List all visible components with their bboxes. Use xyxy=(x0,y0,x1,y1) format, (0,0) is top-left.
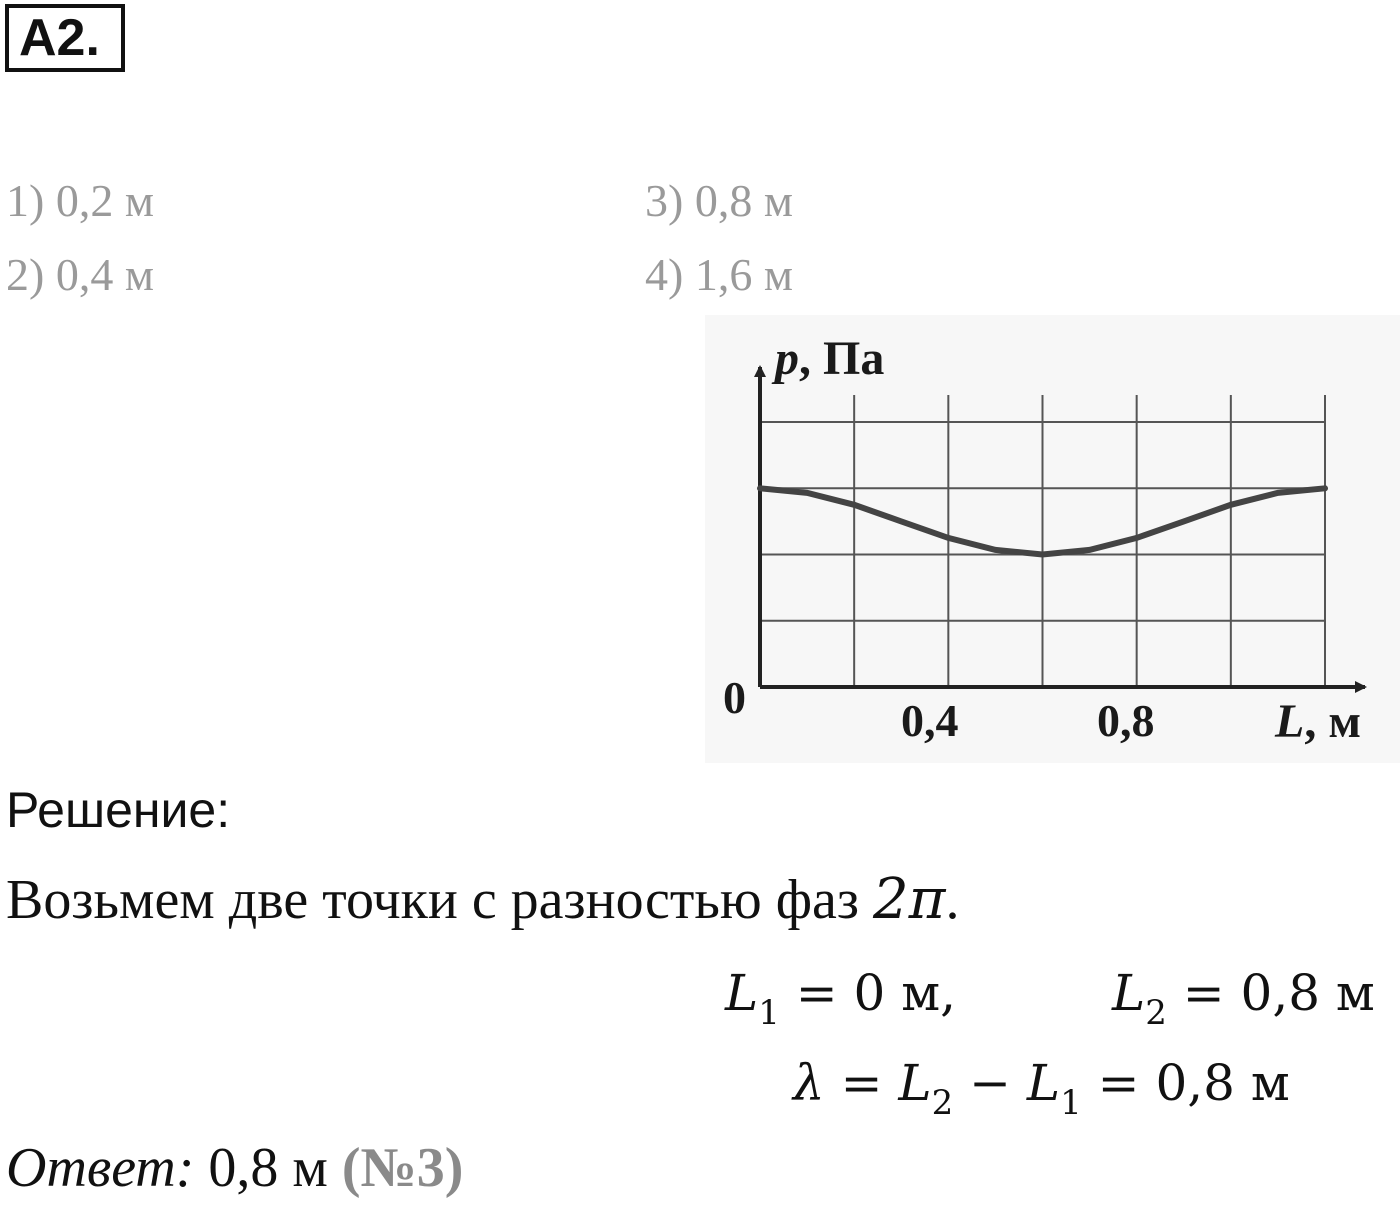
x-axis-label: L, м xyxy=(1275,695,1362,748)
pressure-graph xyxy=(705,315,1400,763)
answer: Ответ: 0,8 м (№3) xyxy=(6,1137,464,1199)
answer-option-1[interactable]: 1) 0,2 м xyxy=(6,175,154,226)
equation-wavelength: $\lambda = L_2 - L_1 = 0,8$ м xyxy=(793,1054,1290,1123)
solution-heading: Решение: xyxy=(6,782,231,838)
y-axis-label: p, Па xyxy=(775,332,885,385)
equation-l2: $L_2 = 0,8$ м xyxy=(1112,964,1375,1033)
origin-label: 0 xyxy=(723,672,746,723)
answer-number: (№3) xyxy=(341,1137,464,1199)
x-tick-label: 0,4 xyxy=(901,695,959,746)
x-tick-label: 0,8 xyxy=(1097,695,1155,746)
answer-option-2[interactable]: 2) 0,4 м xyxy=(6,249,154,300)
grid-vertical-lines xyxy=(854,395,1325,687)
equation-l1: $L_1 = 0$ м, xyxy=(725,964,957,1033)
answer-option-4[interactable]: 4) 1,6 м xyxy=(645,249,793,300)
problem-number: A2. xyxy=(5,4,125,72)
answer-option-3[interactable]: 3) 0,8 м xyxy=(645,175,793,226)
solution-text: Возьмем две точки с разностью фаз 2π. xyxy=(6,867,960,932)
phase-value: 2π xyxy=(873,867,946,932)
